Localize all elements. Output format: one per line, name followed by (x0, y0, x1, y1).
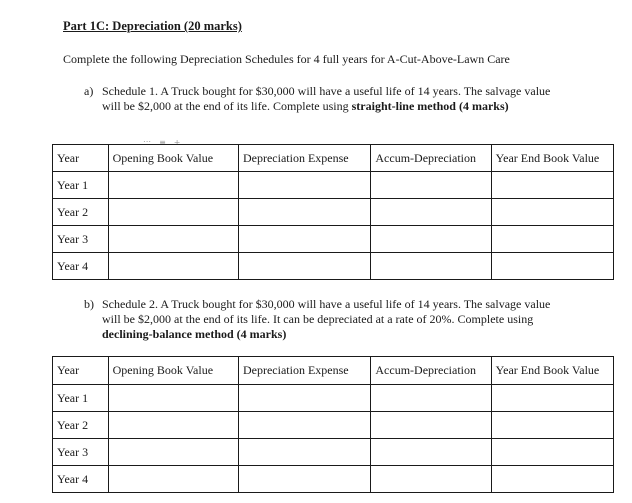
schedule-2-table (52, 356, 614, 493)
year-end-book-value-cell[interactable] (491, 466, 613, 493)
question-a-body: Schedule 1. A Truck bought for $30,000 will have a useful life of 14 years. The salvage value will be $2,000 at the end of its life. Complete using (102, 84, 551, 113)
header-cell[interactable]: Accum-Depreciation (371, 145, 491, 172)
opening-book-value-cell[interactable] (108, 172, 238, 199)
header-cell[interactable]: Depreciation Expense (238, 145, 370, 172)
table-row (53, 439, 614, 466)
table-header-row (53, 145, 614, 172)
accum-depreciation-cell[interactable] (371, 385, 491, 412)
depreciation-expense-cell[interactable] (238, 412, 370, 439)
depreciation-expense-cell[interactable] (238, 466, 370, 493)
header-cell[interactable]: Year End Book Value (491, 145, 613, 172)
opening-book-value-cell[interactable] (108, 385, 238, 412)
question-b-text (102, 297, 564, 342)
year-cell[interactable]: Year 3 (53, 439, 109, 466)
accum-depreciation-cell[interactable] (371, 199, 491, 226)
table-header-row (53, 357, 614, 385)
accum-depreciation-cell[interactable] (371, 439, 491, 466)
header-cell[interactable]: Year End Book Value (491, 357, 613, 385)
depreciation-expense-cell[interactable] (238, 226, 370, 253)
table-row (53, 226, 614, 253)
schedule-1-table (52, 144, 614, 280)
year-end-book-value-cell[interactable] (491, 412, 613, 439)
question-b-marker: b) (84, 297, 94, 311)
add-icon[interactable]: + (173, 137, 181, 147)
year-end-book-value-cell[interactable] (491, 226, 613, 253)
question-b-body: Schedule 2. A Truck bought for $30,000 will have a useful life of 14 years. The salvage value will be $2,000 at the end of its life. It can be depreciated at a rate of 20%. Complete using (102, 297, 551, 326)
question-a-marker: a) (84, 84, 94, 98)
depreciation-expense-cell[interactable] (238, 253, 370, 280)
year-end-book-value-cell[interactable] (491, 439, 613, 466)
opening-book-value-cell[interactable] (108, 199, 238, 226)
table-row (53, 412, 614, 439)
question-a-text (102, 84, 564, 114)
header-cell[interactable]: Opening Book Value (108, 357, 238, 385)
table-row (53, 466, 614, 493)
accum-depreciation-cell[interactable] (371, 412, 491, 439)
year-end-book-value-cell[interactable] (491, 253, 613, 280)
opening-book-value-cell[interactable] (108, 412, 238, 439)
year-end-book-value-cell[interactable] (491, 199, 613, 226)
year-end-book-value-cell[interactable] (491, 385, 613, 412)
accum-depreciation-cell[interactable] (371, 253, 491, 280)
question-a-method: straight-line method (4 marks) (351, 99, 509, 113)
depreciation-expense-cell[interactable] (238, 439, 370, 466)
accum-depreciation-cell[interactable] (371, 172, 491, 199)
accum-depreciation-cell[interactable] (371, 226, 491, 253)
table-row (53, 172, 614, 199)
question-a (84, 84, 564, 114)
year-cell[interactable]: Year 1 (53, 385, 109, 412)
year-cell[interactable]: Year 3 (53, 226, 109, 253)
year-cell[interactable]: Year 1 (53, 172, 109, 199)
year-cell[interactable]: Year 4 (53, 466, 109, 493)
section-heading: Part 1C: Depreciation (20 marks) (63, 19, 242, 33)
align-icon[interactable]: ≡ (159, 137, 166, 147)
opening-book-value-cell[interactable] (108, 439, 238, 466)
drag-handle-icon[interactable]: ::: (143, 137, 152, 147)
opening-book-value-cell[interactable] (108, 466, 238, 493)
depreciation-expense-cell[interactable] (238, 199, 370, 226)
header-cell[interactable]: Opening Book Value (108, 145, 238, 172)
table-row (53, 253, 614, 280)
year-cell[interactable]: Year 2 (53, 412, 109, 439)
year-cell[interactable]: Year 4 (53, 253, 109, 280)
header-cell[interactable]: Depreciation Expense (238, 357, 370, 385)
table-row (53, 385, 614, 412)
year-end-book-value-cell[interactable] (491, 172, 613, 199)
header-cell[interactable]: Accum-Depreciation (371, 357, 491, 385)
opening-book-value-cell[interactable] (108, 253, 238, 280)
depreciation-expense-cell[interactable] (238, 385, 370, 412)
header-cell[interactable]: Year (53, 145, 109, 172)
question-b-method: declining-balance method (4 marks) (102, 327, 287, 341)
year-cell[interactable]: Year 2 (53, 199, 109, 226)
instructions-text: Complete the following Depreciation Schedules for 4 full years for A-Cut-Above-Lawn Care (63, 52, 510, 66)
accum-depreciation-cell[interactable] (371, 466, 491, 493)
table-row (53, 199, 614, 226)
opening-book-value-cell[interactable] (108, 226, 238, 253)
header-cell[interactable]: Year (53, 357, 109, 385)
depreciation-expense-cell[interactable] (238, 172, 370, 199)
question-b (84, 297, 564, 342)
